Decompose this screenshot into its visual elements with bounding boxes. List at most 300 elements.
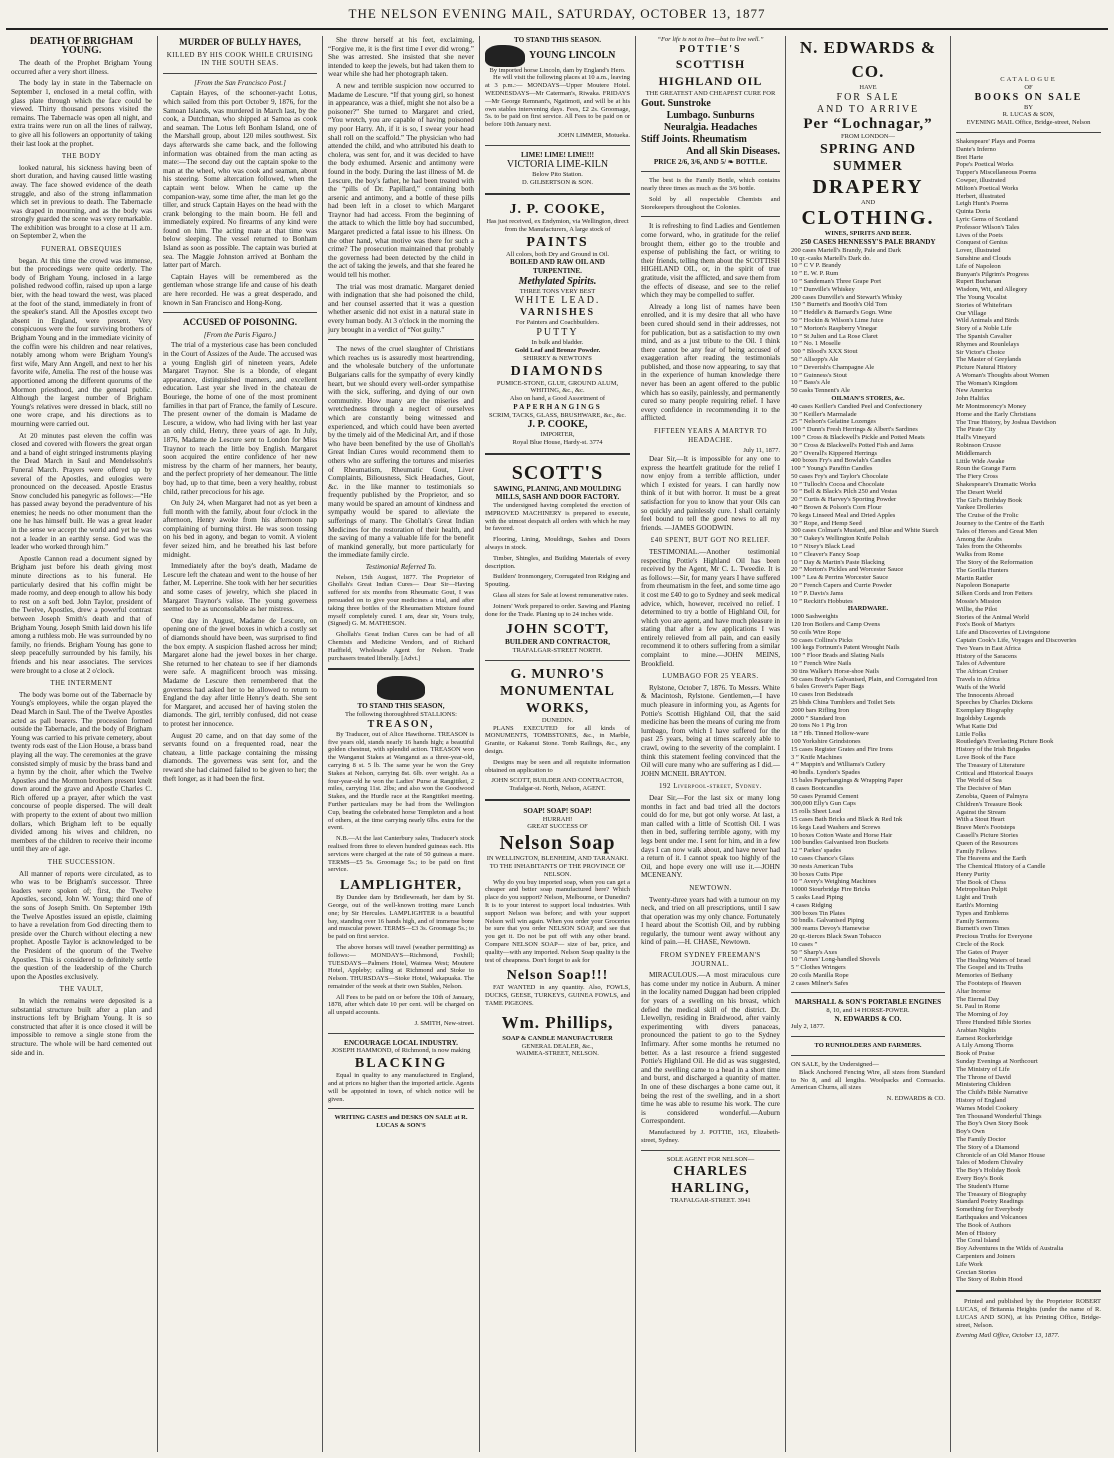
- stock-item: 10 ” Nixey's Black Lead: [791, 543, 855, 551]
- book-title: History of the Saracens: [956, 652, 1017, 660]
- paragraph: A new and terrible suspicion now occurred to Madame de Lescure. “If that young girl, so honest in appearance, was a thief, might she not also be a poisoner?” She turned to Margaret and cried, “You wretch, you are capable of having poisoned my poor Harry. Ah, if it is so, I swear your head shall roll on the scaffold.” The physician who had attended the child, and who attributed his death to cholera, was sent for, and it was decided to have the body exhumed. Arsenic and antimony were found in the body. During the last illness of M. de Lescure, the boy's father, he had been treated with the “pills of Dr. Papillard,” containing both arsenic and antimony, and a bottle of these pills had been left in a closet to which Margaret Traynor had had access. From the beginning of the attack to which the little boy had succumbed, Margaret predicted a fatal issue to his illness. On the other hand, what motive was there for such a crime? The prosecution maintained that probably the governess had been detected by the child in the act of taking the jewels, and that she feared he would tell his mother.: [328, 81, 474, 280]
- stock-item: 50 casks Tennent's Ale: [791, 387, 850, 395]
- book-title: Speeches by Charles Dickens: [956, 699, 1033, 707]
- advertiser-name: SCOTT'S: [511, 461, 604, 484]
- book-title: Mr Montmorency's Money: [956, 403, 1027, 411]
- section-heading: FIFTEEN YEARS A MARTYR TO HEADACHE.: [653, 427, 768, 444]
- divider: [956, 1290, 1101, 1292]
- book-title: Mossie's Mission: [956, 598, 1002, 605]
- paragraph: Captain Hayes will be remembered as the gentleman whose strange life and cause of his death are here recorded. He was a great desperado, and known in San Francisco and Hong-Kong.: [163, 272, 317, 307]
- section-heading: 192 Liverpool-street, Sydney.: [658, 782, 763, 791]
- article-subtitle: KILLED BY HIS COOK WHILE CRUISING IN THE SOUTH SEAS.: [166, 50, 314, 68]
- stock-item: 15 rolls Sheet Lead: [791, 808, 842, 816]
- stock-item: 120 Iron Boilers and Camp Ovens: [791, 621, 881, 629]
- ad-text: PUMICE-STONE, GLUE, GROUND ALUM, WHITING, &c., &c.: [496, 379, 619, 395]
- stock-item: 10 ” Deverish's Champagne Ale: [791, 363, 875, 371]
- testimonial-title: Testimonial Referred To.: [365, 563, 437, 572]
- book-title: Exemplary Biography: [956, 707, 1014, 715]
- book-title: New America: [956, 387, 992, 395]
- advertiser-name: JOHN SCOTT,: [505, 622, 610, 638]
- book-title: Leigh Hunt's Poems: [956, 200, 1009, 208]
- stock-item: 10 ” P. Davis's Jams: [791, 589, 844, 597]
- book-title: Altar Incense: [956, 987, 991, 995]
- paragraph: In which the remains were deposited is a substantial structure built after a plan and instructions left by Brigham Young. It is so constructed that after it is once closed it will be impossible to remove a single stone from the structure. The whole will be hard cemented out side and in.: [11, 996, 152, 1057]
- paragraph: The undersigned having completed the erection of IMPROVED MACHINERY is prepared to execute, with the utmost despatch all orders with which he may be favored.: [485, 502, 630, 533]
- book-title: Standard Poetry Readings: [956, 1198, 1024, 1206]
- book-title: Love Book of the Face: [956, 753, 1016, 761]
- ad-heading: BOOKS ON SALE: [974, 91, 1083, 103]
- book-title: The Throne of David: [956, 1073, 1011, 1081]
- ad-text: Also on hand, a Good Assortment of: [509, 395, 606, 403]
- ad-heading: POTTIE'S: [679, 43, 742, 55]
- book-title: The Innocents Abroad: [956, 691, 1014, 699]
- stock-item: 10 ” Cleaver's Fancy Soap: [791, 550, 860, 558]
- stallion-name: YOUNG LINCOLN: [529, 49, 616, 61]
- book-title: Chronicle of an Old Manor House: [956, 1151, 1045, 1159]
- book-title: Grecian Stories: [956, 1268, 997, 1276]
- book-title: Tales of Modern Chivalry: [956, 1159, 1024, 1167]
- paragraph: He will visit the following places at 10 a.m., leaving at 3 p.m.:— MONDAYS—Upper Moutere Hotel. WEDNESDAYS—Mr Caterman's, Riwaka. FRIDAYS—Mr George Remnant's, Ngatimoti, and will be at his own stables intervening days. Fees, £2 2s. Groomage, 5s. to be paid on first service. All Fees to be paid on or before 10th January next.: [485, 74, 630, 129]
- book-title: Earth's Morning: [956, 902, 999, 910]
- stock-item: 100 ” Lea & Perrins Worcester Sauce: [791, 574, 889, 582]
- section-heading: THE VAULT,: [59, 985, 104, 994]
- stock-item: 200 cases Martell's Brandy, Pale and Dark: [791, 246, 901, 254]
- book-title: The Student's Hume: [956, 1182, 1009, 1190]
- ad-text: 8, 10, and 14 HORSE-POWER.: [826, 1007, 910, 1015]
- book-title: Rhymes and Rounlelays: [956, 340, 1020, 348]
- divider: [328, 668, 474, 670]
- stallion-name: LAMPLIGHTER,: [339, 878, 463, 894]
- divider: [956, 132, 1101, 133]
- ad-heading: SPRING AND SUMMER: [820, 141, 916, 174]
- book-title: Among the Arabs: [956, 535, 1002, 543]
- stock-item: 12 ” Parkes' spades: [791, 847, 842, 855]
- ad-heading: Per “Lochnagar,”: [803, 115, 933, 132]
- book-title: Stories of the Animal World: [956, 613, 1030, 621]
- book-title: Fox's Book of Martyrs: [956, 621, 1015, 629]
- book-title: The Story of a Diamond: [956, 1143, 1020, 1151]
- signature: D. GILBERTSON & SON.: [522, 179, 593, 187]
- ad-text: EVENING MAIL Office, Bridge-street, Nelson: [966, 119, 1091, 127]
- section-heading: HARDWARE.: [847, 605, 889, 613]
- ad-heading: FOR SALE: [836, 91, 900, 103]
- paragraph: The body was borne out of the Tabernacle by Young's employees, while the organ played the Dead March in Saul. The of the Twelve Apostles acted as pall bearers. The procession formed outside the Tabernacle, and the body of Brigham Young was carried to his private cemetery, about twenty rods east of the Lion House, a brass band playing all the way. The ceremonies at the grave consisted simply of music by the brass band and a hymn by the choir, after which the Twelve Apostles and the Mormon brothers present knelt down around the grave and Apostle Charles C. Rich offered up a prayer, after which the vast concourse of people dispersed. The will dealt with property to the extent of about two million dollars, which Brigham left to be equally divided among his wives and children, no members of the children to receive their income until they are of age.: [11, 690, 152, 854]
- book-title: Professor Wilson's Tales: [956, 223, 1020, 231]
- ad-text: TRAFALGAR-STREET NORTH.: [512, 647, 603, 655]
- book-title: Bret Harte: [956, 153, 984, 161]
- ad-product: Nelson Soap: [499, 832, 616, 855]
- book-title: Life of Napoleon: [956, 262, 1001, 270]
- book-title: History of the Irish Brigades: [956, 746, 1031, 754]
- ad-text: TO THE INHABITANTS OF THE PROVINCE OF NELSON.: [489, 862, 626, 878]
- stock-item: 10 ” Dunville's Whiskey: [791, 285, 855, 293]
- ad-heading: LIME! LIME! LIME!!!: [520, 150, 595, 159]
- stock-item: 10 ” Morton's Raspberry Vinegar: [791, 324, 878, 332]
- divider: [641, 171, 780, 172]
- paragraph: Immediately after the boy's death, Madame de Lescure left the chateau and went to the house of her father, M. Leperrine. She took with her her securities and some cases of jewelry, which she placed in Margaret Traynor's valise. The young governess seemed to be as unconsolable as her mistress.: [163, 562, 317, 614]
- paragraph: Twenty-three years had with a tumour on my neck, and tried on all prescriptions, until I saw that operation was my only chance. Fortunately I heard about the Scottish Oil, and by rubbing regularly, the tumour went away without any kind of pain.—H. CHASE, Newtown.: [641, 895, 780, 947]
- paragraph: Equal in quality to any manufactured in England, and at prices no higher than the imported article. Agents will be appointed in town, of which notice will be given.: [328, 1072, 474, 1103]
- paragraph: The above horses will travel (weather permitting) as follows:— MONDAYS—Richmond, Foxhill; TUESDAYS—Palmers Hotel, Waimea West; Moutere Hotel, Appleby; calling at Richmond and Stoke to Nelson. THURSDAYS—Stoke Hotel, Wakapuaka. The remainder of the week at their own Stables, Nelson.: [328, 943, 474, 990]
- book-title: Memories of Bethany: [956, 972, 1013, 980]
- ad-text: THREE TONS VERY BEST: [519, 287, 596, 295]
- book-title: Warnes Model Cookery: [956, 1104, 1018, 1112]
- book-title: Wisdom, Wit, and Allegory: [956, 286, 1028, 294]
- advertiser-name: J. P. COOKE,: [509, 201, 606, 217]
- stock-item: 100 kegs Fortnum's Patent Wrought Nails: [791, 644, 900, 652]
- ad-motto: “For life is not to live—but to live well.”: [657, 36, 764, 43]
- divider: [485, 193, 630, 195]
- source-credit: [From the Paris Figaro.]: [203, 330, 277, 339]
- book-title: Boy's Own: [956, 1128, 985, 1136]
- column-poisoning-ads: [323, 36, 480, 1452]
- book-title: Tupper's Miscellaneous Poems: [956, 169, 1037, 177]
- stock-item: 30 boxes Cutts Pipe: [791, 870, 843, 878]
- stock-item: 10 boxes Cotton Waste and Horse Hair: [791, 831, 893, 839]
- section-heading: NEWTOWN.: [689, 883, 732, 892]
- paragraph: N.B.—At the last Canterbury sales, Traducer's stock realised from three to eleven hundred guineas each. His services were charged at the rate of 50 guineas a mare. TERMS—£5 5s. Groomage 5s.; to be paid on first service.: [328, 835, 474, 874]
- book-title: The Gates of Prayer: [956, 948, 1009, 956]
- book-title: Cassell's Picture Stories: [956, 831, 1019, 839]
- stock-item: 30 tins Walker's Horse-shoe Nails: [791, 667, 879, 675]
- ad-product: PUTTY: [536, 327, 579, 339]
- paragraph: FAT WANTED in any quantity. Also, FOWLS, DUCKS, GEESE, TURKEYS, GUINEA FOWLS, and TAME PIGEONS.: [485, 984, 630, 1007]
- divider: [163, 73, 317, 74]
- book-title: The True History, by Joshua Davidson: [956, 418, 1056, 426]
- book-title: Queen of the Resources: [956, 839, 1018, 847]
- paragraph: TESTIMONIAL.—Another testimonial respecting Pottie's Highland Oil has been received by the Agent, Mr C. L. Tweedie. It is as follows:—Sir, for many years I have suffered from rheumatism in the feet, and some time ago it cost me £40 to go to Sydney and seek medical advice, which, however, received no relief. I determined to try a bottle of Highland Oil, for which you are agent, and have much pleasure in stating that after a few applications I was entirely relieved from all pain, and can easily recommend it to others suffering from a similar complaint to mine.—JOHN MEINS, Brookfield.: [641, 547, 780, 668]
- stock-item: 10 ” E. W. P. Rum: [791, 270, 839, 278]
- book-title: Henry Purity: [956, 870, 990, 878]
- book-title: A Woman's Thoughts about Women: [956, 371, 1050, 379]
- stock-item: 50 bndls. Galvanised Piping: [791, 917, 865, 925]
- paragraph: It is refreshing to find Ladies and Gentlemen come forward, who, in gratitude for the relief brought them, either go to the trouble and expense of publishing the fact, or writing to their friends, telling them about the SCOTTISH HIGHLAND OIL, or, in the spirit of true gratitude, visit the afflicted, and save them from the effects of disease, and see to the relief which they may be compelled to suffer.: [641, 222, 780, 300]
- stock-item: 16 kegs Lead Washers and Screws: [791, 823, 881, 831]
- book-title: Earnest Rockerbridge: [956, 1034, 1013, 1042]
- stock-item: 20 ” French Capers and Currie Powder: [791, 582, 893, 590]
- book-title: Picture Natural History: [956, 364, 1017, 372]
- stock-item: 4 ” Mappin's and Williams's Cutlery: [791, 761, 886, 769]
- book-title: The Story of the Reformation: [956, 559, 1033, 567]
- paragraph: Apostle Cannon read a document signed by Brigham just before his death giving most minute directions as to his funeral. He particularly desired that his coffin might be made roomy, and deep enough to allow his body to rest on a soft bed. John Taylor, president of the Twelve, Apostles, drew a powerful contrast between Joseph Smith's death and that of Brigham Young. Joseph Smith laid down his life among a ruthless mob. He was surrounded by no family, no friends. Brigham Young has gone to sleep peacefully surrounded by his family, his friends and his near associates. The services were brought to a close at 2 o'clock.: [11, 554, 152, 675]
- stock-item: 10 ” French Wire Nails: [791, 660, 852, 668]
- book-title: Precious Truths for Everyone: [956, 933, 1033, 941]
- book-title: Sir Victor's Choice: [956, 348, 1006, 356]
- column-bully-hayes: [158, 36, 323, 1452]
- book-title: Lover, illustrated: [956, 247, 1001, 255]
- book-title: Every Boy's Book: [956, 1174, 1004, 1182]
- stock-item: 10 ” Guinness's Stout: [791, 371, 847, 379]
- ad-text: THE GREATEST AND CHEAPEST CURE FOR: [645, 89, 776, 97]
- ad-text: SHIRREY & NEWTON'S: [523, 354, 592, 362]
- book-title: Pope's Poetical Works: [956, 161, 1014, 169]
- book-title: Story of a Noble Life: [956, 325, 1012, 333]
- book-title: The Gorilla Hunters: [956, 566, 1009, 574]
- stock-list: [791, 613, 945, 987]
- masthead: THE NELSON EVENING MAIL, SATURDAY, OCTOBER 13, 1877: [6, 6, 1108, 30]
- book-title: Men of History: [956, 1229, 997, 1237]
- paragraph: The body lay in state in the Tabernacle on September 1, enclosed in a metal coffin, with glass plate through which the face could be viewed. Thirty thousand persons visited the remains. The Tabernacle was open all night, and extra trains were run on all the lines of railway, to give all his followers an opportunity of taking their last look at the prophet.: [11, 79, 152, 148]
- stock-item: 50 cases Brady's Galvanised, Plain, and Corrugated Iron: [791, 675, 938, 683]
- advertiser-name: J. P. COOKE,: [527, 419, 588, 431]
- ad-text: FROM LONDON—: [841, 132, 895, 140]
- ailment: Lumbago. Sunburns: [666, 109, 755, 121]
- stock-item: 1000 Sashweights: [791, 613, 839, 621]
- section-heading: FROM SYDNEY FREEMAN'S JOURNAL.: [660, 951, 761, 968]
- ad-text: SOLE AGENT FOR NELSON—: [666, 1155, 755, 1163]
- ad-text: AND: [860, 198, 876, 206]
- book-title: Little Wide Awake: [956, 457, 1005, 465]
- ad-text: HURRAH!: [542, 815, 573, 823]
- ad-heading: 250 CASES HENNESSY'S PALE BRANDY: [800, 238, 936, 247]
- ad-text: HAVE: [859, 84, 877, 91]
- ad-heading: ENCOURAGE LOCAL INDUSTRY.: [344, 1038, 458, 1047]
- stock-item: 30 ” Oakey's Wellington Knife Polish: [791, 535, 889, 543]
- stock-item: 10 ” C V P. Brandy: [791, 262, 841, 270]
- ad-text: Has just received, ex Endymion, via Wellington, direct from the Manufacturers, A large stock of: [486, 217, 629, 233]
- paragraph: Rylstone, October 7, 1876. To Messrs. White & Macintosh, Rylstone. Gentlemen,—I have much pleasure in informing you, as Agents for Pottie's Scottish Highland Oil, that the said medicine has been the means of curing me from lumbago, from which I have suffered for the past 25 years, being at times scarcely able to crawl, owing to the severity of the complaint. I think this statement feeling convinced that the Oil will cure many who are suffering as I did.—JOHN MCNEIL BRAYTON.: [641, 683, 780, 778]
- divider: [485, 799, 630, 801]
- ad-heading: TO RUNHOLDERS AND FARMERS.: [814, 1042, 922, 1050]
- stock-item: 40 bndls. Lyndon's Spades: [791, 769, 861, 777]
- stock-item: 300 cases Colman's Mustard, and Blue and White Starch: [791, 527, 939, 535]
- book-title: Roun the Grange Farm: [956, 465, 1016, 473]
- stock-item: 25 bhds China Tumblers and Toilet Sets: [791, 699, 895, 706]
- book-title: What Katie Did: [956, 722, 998, 730]
- paragraph: Timber, Shingles, and Building Materials of every description.: [485, 554, 630, 570]
- stock-item: 30 ” Rope, and Hemp Seed: [791, 519, 862, 527]
- article-title: MURDER OF BULLY HAYES,: [179, 37, 301, 47]
- book-title: Journey to the Centre of the Earth: [956, 520, 1045, 528]
- stock-item: 100 ” Young's Paraffin Candles: [791, 465, 873, 473]
- stock-item: 50 ” Allsopp's Ale: [791, 355, 839, 363]
- stock-item: 300 reams Devoy's Hamewise: [791, 925, 870, 933]
- stock-item: 150 ” Burnett's and Booth's Old Tom: [791, 301, 888, 309]
- book-title: Tales from the Otheombs: [956, 543, 1022, 551]
- stock-item: 4 cases Ridging: [791, 901, 833, 909]
- book-title: Types and Emblems: [956, 909, 1009, 917]
- book-title: Tales of Heroes and Great Men: [956, 527, 1038, 535]
- book-title: Boy Adventures in the Wilds of Australia: [956, 1245, 1064, 1253]
- book-title: Life Work: [956, 1260, 983, 1268]
- book-title: Two Years in East Africa: [956, 644, 1021, 652]
- stock-item: 50 coils Wire Rope: [791, 628, 841, 636]
- ad-product: BLACKING: [354, 1056, 448, 1072]
- stock-item: 5 ” Clothes Wringers: [791, 964, 846, 972]
- ad-heading: SAWING, PLANING, AND MOULDING MILLS, SASH AND DOOR FACTORY.: [493, 484, 622, 502]
- paragraph: Joiners' Work prepared to order. Sawing and Planing done for the Trade. Planing up to 24 inches wide.: [485, 602, 630, 618]
- imprint: Printed and published by the Proprietor ROBERT LUCAS, of Britannia Heights (under the name of R. LUCAS AND SON), at his Printing Office, Bridge-street, Nelson.: [956, 1298, 1101, 1329]
- stock-item: 50 ” Sharp's Axes: [791, 948, 838, 956]
- book-title: Milton's Poetical Works: [956, 184, 1019, 192]
- ad-text: OF: [1024, 83, 1033, 91]
- advertiser-name: N. EDWARDS & CO.: [834, 1014, 902, 1023]
- stock-item: 2 cases Milner's Safes: [791, 979, 849, 987]
- testimonial: Nelson, 15th August, 1877. The Proprietor of Ghollah's Great Indian Cures— Dear Sir—Having suffered for six months from Rheumatic Gout, I was persuaded on to give your medicines a trial, and after taking three bottles of the Rheumatism Mixture found myself completely cured. I am, dear sir, Yours truly, (Signed) G. M. MATHESON.: [328, 573, 474, 628]
- book-title: Tales of Adventure: [956, 660, 1006, 668]
- ad-product: Methylated Spirits.: [518, 275, 597, 287]
- book-title: Life and Discoveries of Livingstone: [956, 629, 1050, 637]
- stock-item: 20 coils Manilla Rope: [791, 971, 849, 979]
- book-title: Critical and Historical Essays: [956, 769, 1034, 777]
- paragraph: Builders' Ironmongery, Corrugated Iron Ridging and Spouting.: [485, 573, 630, 589]
- book-title: The Young Vocalist: [956, 293, 1007, 301]
- stock-list: [791, 403, 945, 606]
- book-title: Wild Animals and Birds: [956, 317, 1019, 325]
- stock-item: 50 cases Pyramid Cement: [791, 792, 859, 800]
- ailment: And all Skin Diseases.: [686, 145, 780, 157]
- book-title: Hall's Vineyard: [956, 434, 997, 442]
- section-heading: THE BODY: [61, 152, 102, 161]
- book-title: The Coral Island: [956, 1237, 1000, 1245]
- book-title: The Woman's Kingdom: [956, 379, 1018, 387]
- ad-product: Nelson Soap!!!: [506, 968, 609, 984]
- divider: [328, 339, 474, 340]
- paragraph: All Fees to be paid on or before the 10th of January, 1878, after which date 10 per cent. will be charged on all unpaid accounts.: [328, 993, 474, 1017]
- divider: [791, 992, 945, 993]
- ad-heading: SOAP! SOAP! SOAP!: [523, 807, 592, 815]
- book-title: Robinson Crusoe: [956, 442, 1001, 450]
- stallion-ad-subtitle: The following thoroughbred STALLIONS:: [345, 710, 457, 718]
- ad-heading: VICTORIA LIME-KILN: [506, 159, 609, 171]
- stock-item: 10 ” Reckitt's Hobbutes: [791, 597, 853, 605]
- paragraph: The best is the Family Bottle, which contains nearly three times as much as the 3/6 bottle.: [641, 177, 780, 192]
- book-title: Something for Everybody: [956, 1206, 1024, 1214]
- book-title: The Decisive of Man: [956, 785, 1012, 793]
- book-title: The Footsteps of Heaven: [956, 980, 1022, 988]
- stock-item: 20 ” Morton's Pickles and Worcester Sauce: [791, 566, 904, 574]
- column-book-catalogue: [951, 36, 1106, 1452]
- book-title: The Story of Robin Hood: [956, 1276, 1023, 1284]
- divider: [641, 216, 780, 217]
- date: July 2, 1877.: [791, 1023, 825, 1031]
- ad-text: SOAP & CANDLE MANUFACTURER: [502, 1034, 613, 1042]
- column-brigham-young: [6, 36, 158, 1452]
- stock-item: 100 ” Floor Brads and Slating Nails: [791, 652, 885, 660]
- ad-text: SCRIM, TACKS, GLASS, BRUSHWARE, &c., &c.: [489, 411, 626, 419]
- section-heading: £40 SPENT, BUT GOT NO RELIEF.: [650, 536, 771, 545]
- stock-item: 400 boxes Fry's and Bowlah's Candles: [791, 457, 892, 465]
- column-ads-cooke-scott: [480, 36, 636, 1452]
- signature: JOHN LIMMER, Motueka.: [557, 131, 630, 139]
- stock-item: 50 cases Collins's Picks: [791, 636, 853, 644]
- ad-heading: DRAPERY: [812, 175, 924, 198]
- book-title: The Eternal Day: [956, 995, 999, 1003]
- book-title: Bunyan's Pilgrim's Progress: [956, 270, 1029, 278]
- column-highland-oil: [636, 36, 786, 1452]
- book-title: Yankee Drolleries: [956, 504, 1003, 512]
- ad-text: All colors, both Dry and Ground in Oil.: [505, 250, 610, 258]
- book-title: With a Stout Heart: [956, 816, 1005, 824]
- ad-text: BUILDER AND CONTRACTOR,: [504, 638, 611, 647]
- book-title: Burnett's own Times: [956, 925, 1010, 933]
- book-title: Routledge's Everlasting Picture Book: [956, 738, 1054, 746]
- divider: [163, 312, 317, 313]
- price: PRICE 2/6, 3/6, AND 5/ ❧ BOTTLE.: [653, 157, 768, 166]
- book-title: A Lily Among Thorns: [956, 1042, 1014, 1050]
- divider: [485, 660, 630, 661]
- book-title: Rupert Buchanan: [956, 278, 1002, 286]
- book-title: The Family Doctor: [956, 1135, 1006, 1143]
- book-title: The Boy's Holiday Book: [956, 1167, 1021, 1175]
- stock-item: 2000 ” Standard Iron: [791, 714, 846, 722]
- book-title: The Treasury of Literature: [956, 761, 1025, 769]
- book-title: Book of Praise: [956, 1050, 995, 1058]
- book-title: The African Cruiser: [956, 668, 1008, 676]
- ad-product: SCOTTISH HIGHLAND OIL: [658, 56, 763, 88]
- section-heading: THE SUCCESSION.: [47, 858, 116, 867]
- book-title: Little Folks: [956, 730, 987, 738]
- paragraph: Already a long list of names have been enrolled, and it is my desire that all who have been cured should send in their addresses, not for publication, but as a satisfaction to my own mind, and as a just tribute to the Oil. I think there cannot be any fear of being accused of exaggeration after reading the testimonials published, and those now appearing, to say that in the experience of human knowledge there never has been an agent offered to the public which has so easily, painlessly, and permanently cured so many people requiring relief. I have every confidence in recommending it to the afflicted.: [641, 302, 780, 423]
- book-title: Cowper, illustrated: [956, 176, 1006, 184]
- book-title: History of England: [956, 1097, 1006, 1104]
- ad-heading: MONUMENTAL WORKS,: [500, 683, 615, 716]
- ad-text: For Painters and Coachbuilders.: [515, 319, 600, 327]
- ad-heading: AND TO ARRIVE: [816, 103, 920, 115]
- paragraph: Dear Sir,—For the last six or many long months in fact and bad tried all the doctors could do for me, but got only worse. At last, a man called with a little of Scottish Oil. I was then in bed, suffering terrible agony, with my legs bent under me. I sent for him, and in a few days I can now walk about, and have never had a return of it. I cannot speak too highly of the Oil, and hope every one will use it.—JOHN MCENEANY.: [641, 793, 780, 880]
- stock-item: 6 bales Grover's Paper Bags: [791, 683, 865, 691]
- ad-heading: MARSHALL & SON'S PORTABLE ENGINES: [794, 998, 942, 1007]
- paragraph: Designs may be seen and all requisite information obtained on application to: [485, 758, 630, 774]
- paragraph: She threw herself at his feet, exclaiming, “Forgive me, it is the first time I ever did wrong.” She was arrested. She insisted that she never intended to keep the jewels, but had taken them to wear while she had her photograph taken.: [328, 36, 474, 79]
- paragraph: On July 24, when Margaret had not as yet been a full month with the family, about four o'clock in the afternoon, Henry awoke from his afternoon nap complaining of burning thirst. He was soon tossing on his bed in agony, and began to vomit. A violent fever seized him, and he breathed his last before midnight.: [163, 499, 317, 559]
- advertiser-name: Wm. Phillips,: [501, 1012, 614, 1032]
- paragraph: PLANS EXECUTED for all kinds of MONUMENTS, TOMBSTONES, &c., in Marble, Granite, or Kakanui Stone. Tomb Railings, &c., any design.: [485, 724, 630, 756]
- book-title: Children's Treasure Book: [956, 800, 1023, 808]
- ad-text: IMPORTER,: [540, 431, 575, 439]
- paragraph: Black Anchored Fencing Wire, all sizes from Standard to No 8, and all lengths. Woolpacks and Cornsacks. American Churns, all sizes: [791, 1068, 945, 1092]
- ad-text: GREAT SUCCESS OF: [527, 823, 588, 831]
- book-title: Home and the Early Christians: [956, 410, 1037, 418]
- divider: [328, 1033, 474, 1034]
- ad-text: ON SALE, by the Undersigned—: [791, 1061, 879, 1069]
- stock-item: 300 boxes Tin Plates: [791, 909, 845, 917]
- book-title: The Desert World: [956, 488, 1003, 496]
- stock-item: 30 ” Cross & Blackwell's Potted Fish and Jams: [791, 441, 914, 449]
- stock-item: 5 casks Lead Piping: [791, 893, 844, 901]
- date: July 11, 1877.: [743, 447, 780, 455]
- article-title: DEATH OF BRIGHAM YOUNG.: [29, 36, 134, 56]
- stock-item: 10000 Stourbridge Fire Bricks: [791, 886, 871, 894]
- stock-list: [791, 247, 945, 395]
- book-title: John Halifax: [956, 395, 990, 403]
- book-title: The Gospel and its Truths: [956, 964, 1024, 972]
- book-title: The Heavens and the Earth: [956, 855, 1027, 863]
- book-title: Earthquakes and Volcanoes: [956, 1213, 1028, 1221]
- book-title: Quinta Doria: [956, 208, 991, 216]
- book-title: Ingoldsby Legends: [956, 714, 1006, 722]
- book-title: Circle of the Rock: [956, 941, 1004, 949]
- ad-text: WRITING CASES and DESKS ON SALE at R. LUCAS & SON'S: [334, 1114, 468, 1130]
- paragraph: Dear Sir,—It is impossible for any one to express the heartfelt gratitude for the relief I now enjoy from a terrible affliction, under which I existed for years. I can hardly now think of it but with horror. It must be a great satisfaction for you to know that your Oils can so quickly and painlessly cure. I shall certainly feel bound to tell the good news to all my friends. —JAMES GOODWIN.: [641, 455, 780, 532]
- book-title: Three Hundred Bible Stories: [956, 1019, 1031, 1027]
- stock-item: 10 ” Heddle's & Barnard's Gogn. Wine: [791, 309, 893, 317]
- signature: J. SMITH, New-street.: [414, 1020, 474, 1028]
- ad-product: DIAMONDS: [510, 363, 605, 379]
- stock-item: 300,000 Elly's Gun Caps: [791, 800, 856, 808]
- book-title: Shakespeare' Plays and Poems: [956, 137, 1036, 145]
- stock-item: 18 ” Hb. Tinned Hollow-ware: [791, 730, 869, 738]
- ad-text: JOSEPH HAMMOND, of Richmond, is now making: [331, 1047, 471, 1055]
- ad-text: WAIMEA-STREET, NELSON.: [516, 1050, 599, 1058]
- book-title: Lives of the Poets: [956, 231, 1003, 239]
- book-title: Middlemarch: [956, 449, 992, 457]
- book-title: Our Village: [956, 309, 987, 317]
- book-list: [956, 138, 1101, 1284]
- section-heading: THE INTERMENT: [50, 679, 113, 688]
- book-title: Sunshine and Clouds: [956, 254, 1011, 262]
- divider: [791, 1055, 945, 1056]
